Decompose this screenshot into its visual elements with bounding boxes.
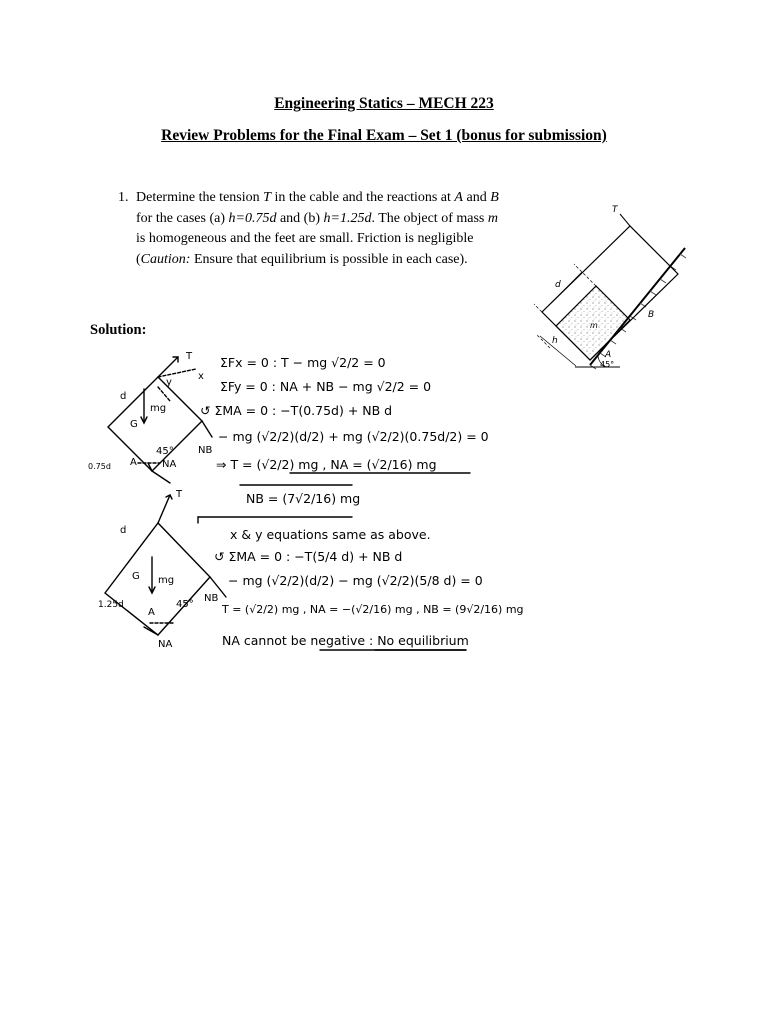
eq-a-3: ↺ ΣMA = 0 : −T(0.75d) + NB d [200, 403, 393, 418]
problem-text [136, 188, 503, 270]
text-run: is homogeneous and the feet are small. Friction is negligible ( [136, 231, 474, 267]
fbd-b-NB: NB [204, 593, 219, 604]
text-var: m [487, 210, 498, 226]
eq-b-5: NA cannot be negative : No equilibrium [222, 633, 469, 648]
text-run: Ensure that equilibrium is possible in each case). [190, 251, 468, 267]
fbd-a-T: T [186, 351, 193, 362]
fbd-a-NB: NB [198, 445, 213, 456]
fbd-a-G: G [130, 419, 138, 430]
fbd-a-mg: mg [150, 403, 167, 414]
fbd-b-NA: NA [158, 639, 173, 650]
eq-b-4: T = (√2/2) mg , NA = −(√2/16) mg , NB = (9√2/16) mg [222, 603, 524, 616]
fbd-a-x: x [198, 371, 204, 382]
text-run: in the cable and the reactions at [270, 190, 455, 205]
text-var: A [454, 190, 463, 205]
text-run: for the cases (a) [136, 210, 229, 226]
eq-b-2: ↺ ΣMA = 0 : −T(5/4 d) + NB d [214, 549, 403, 564]
problem-figure [520, 200, 720, 375]
fbd-a-A: A [130, 457, 137, 468]
fbd-b-angle: 45° [176, 599, 194, 610]
eq-a-4: − mg (√2/2)(d/2) + mg (√2/2)(0.75d/2) = 0 [218, 429, 489, 444]
eq-b-3: − mg (√2/2)(d/2) − mg (√2/2)(5/8 d) = 0 [228, 573, 483, 588]
set-title: Review Problems for the Final Exam – Set 1 (bonus for submission) [161, 127, 607, 144]
text-var: T [263, 190, 271, 205]
fig-label-angle: 45° [600, 360, 615, 369]
fbd-b-h: 1.25d [98, 600, 124, 610]
fbd-a-y: y [166, 377, 172, 388]
fbd-b-G: G [132, 571, 140, 582]
fbd-a-d: d [120, 391, 127, 402]
fig-label-h: h [552, 336, 558, 346]
case-a: h=0.75d [228, 210, 277, 226]
eq-a-2: ΣFy = 0 : NA + NB − mg √2/2 = 0 [220, 379, 432, 394]
fbd-a-h: 0.75d [88, 462, 111, 471]
course-title: Engineering Statics – MECH 223 [274, 95, 494, 112]
fbd-b-d: d [120, 525, 127, 536]
fig-label-A: A [605, 350, 612, 360]
eq-a-5: ⇒ T = (√2/2) mg , NA = (√2/16) mg [216, 457, 437, 472]
eq-a-6: NB = (7√2/16) mg [246, 491, 361, 506]
eq-a-1: ΣFx = 0 : T − mg √2/2 = 0 [220, 355, 386, 370]
fbd-b-T: T [176, 489, 183, 500]
case-b: h=1.25d [323, 210, 372, 226]
fig-label-d: d [555, 280, 561, 290]
solution-sketch [88, 345, 524, 660]
fbd-a-NA: NA [162, 459, 177, 470]
fig-label-m: m [590, 321, 598, 330]
text-var: B [490, 190, 499, 205]
text-run: Determine the tension [136, 190, 264, 205]
fbd-b-A: A [148, 607, 155, 618]
text-run: and [462, 190, 491, 205]
fig-label-B: B [648, 310, 655, 320]
caution-label: Caution: [140, 251, 191, 267]
cable-line [620, 214, 630, 226]
fbd-b-mg: mg [158, 575, 175, 586]
problem-number: 1. [118, 190, 129, 205]
fig-label-T: T [612, 205, 618, 215]
problem-1 [118, 188, 503, 270]
text-run: . The object of mass [371, 210, 488, 226]
fbd-a-angle: 45° [156, 446, 174, 457]
eq-b-1: x & y equations same as above. [230, 527, 431, 542]
text-run: and (b) [276, 210, 324, 226]
solution-label: Solution: [90, 322, 147, 338]
